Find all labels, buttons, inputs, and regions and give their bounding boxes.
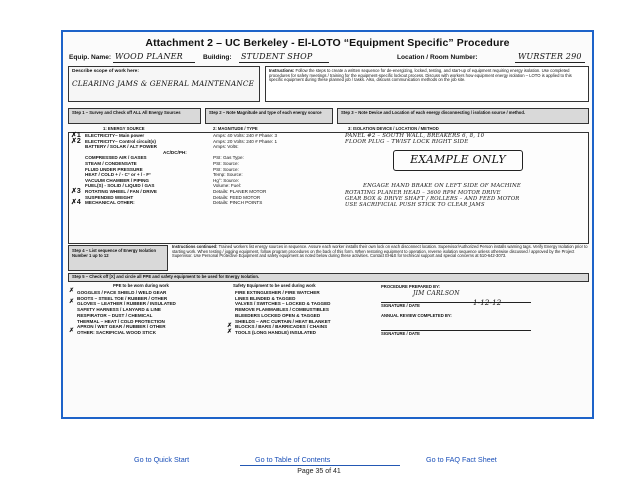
energy-source-item: ELECTRICITY– Control circuit(s): [85, 138, 156, 144]
faq-fact-sheet-link[interactable]: Go to FAQ Fact Sheet: [426, 455, 497, 464]
step1-text: Step 1 – Survey and Check off ALL All Energy Sources: [72, 110, 181, 115]
isolation-note: ROTATING PLANER HEAD – 3600 RPM MOTOR DRIVE: [345, 190, 501, 196]
energy-source-list: [85, 133, 187, 206]
prepared-label: PROCEDURE PREPARED BY:: [381, 284, 440, 289]
ppe-item: BOOTS – STEEL TOE / RUBBER / OTHER: [77, 295, 168, 301]
col3-header: 3: ISOLATION DEVICE / LOCATION / METHOD: [348, 126, 439, 131]
magnitude-item: Amps: 40 Volts: 240 # Phase: 3: [213, 133, 278, 138]
page-number: Page 35 of 41: [297, 468, 341, 475]
isolation-note: ENGAGE HAND BRAKE ON LEFT SIDE OF MACHINE: [363, 183, 522, 189]
quick-start-link[interactable]: Go to Quick Start: [134, 455, 190, 464]
magnitude-item: PSI: Source:: [213, 166, 239, 172]
magnitude-item: PSI: Source:: [213, 160, 239, 166]
step3-text: Step 3 – Note Device and Location of each energy disconnecting / isolation source / method.: [341, 110, 526, 115]
step2-box: [205, 108, 333, 124]
magnitude-item: Amps: 20 Volts: 240 # Phase: 1: [213, 138, 278, 144]
ppe-item: APRON / WET GEAR / RUBBER / OTHER: [77, 324, 166, 330]
ppe-header: PPE to be worn during work: [113, 283, 169, 288]
example-only-text: EXAMPLE ONLY: [410, 153, 506, 166]
form-title: Attachment 2 – UC Berkeley - El-LOTO “Equipment Specific” Procedure: [145, 37, 510, 49]
ppe-checks: [69, 289, 74, 335]
prepared-value: JIM CARLSON: [413, 290, 460, 297]
safety-header: Safety Equipment to be used during work: [233, 283, 316, 288]
checked-mark: ✗: [69, 299, 75, 306]
loto-procedure-form: [61, 30, 594, 419]
ppe-item: OTHER: SACRIFICIAL WOOD STICK: [77, 329, 157, 335]
signature-label-2: SIGNATURE / DATE: [381, 331, 420, 336]
ppe-list: [77, 290, 176, 336]
ppe-item: RESPIRATOR – DUST / CHEMICAL: [77, 312, 153, 318]
checked-mark: ✗: [227, 323, 233, 329]
safety-list: [235, 290, 331, 336]
isolation-note-group-top: [345, 133, 484, 145]
isolation-note: GEAR BOX & DRIVE SHAFT / ROLLERS – AND FEED MOTOR: [345, 196, 520, 202]
instructions-continued-title: Instructions continued:: [172, 244, 218, 249]
magnitude-item: Amps: Volts:: [213, 144, 239, 150]
ppe-item: THERMAL – HEAT / COLD PROTECTION: [77, 318, 165, 324]
step1-box: [68, 108, 201, 124]
table-of-contents-link[interactable]: Go to Table of Contents: [255, 455, 331, 464]
step2-text: Step 2 – Note Magnitude and type of each energy source: [209, 110, 322, 115]
describe-value: CLEARING JAMS & GENERAL MAINTENANCE: [72, 79, 255, 88]
instructions-continued: [172, 245, 589, 259]
col1-header: 1: ENERGY SOURCE: [103, 126, 145, 131]
footer-divider: [240, 465, 400, 466]
checkbox-column: [71, 133, 81, 144]
ppe-item: GOGGLES / FACE SHIELD / WELD GEAR: [77, 290, 167, 295]
magnitude-item: Temp: Source:: [213, 172, 243, 178]
building-underline: [239, 62, 329, 63]
instructions-title: Instructions:: [269, 68, 295, 73]
step3-box: [337, 108, 589, 124]
building-value: STUDENT SHOP: [241, 52, 313, 61]
safety-item: LINES BLINDED & TAGGED: [235, 295, 296, 301]
building-label: Building:: [203, 54, 232, 61]
isolation-note-group-bottom: [345, 190, 519, 208]
energy-source-item: VACUUM CHAMBER / PIPING: [85, 177, 149, 183]
signature-label: SIGNATURE / DATE: [381, 303, 420, 308]
checked-mark: ✗: [69, 288, 75, 294]
location-value: WURSTER 290: [518, 52, 582, 61]
equip-underline: [113, 62, 195, 63]
step5-text: Step 5 – Check off [X] and circle all PPE and safety equipment to be used for Energy Isolation.: [72, 274, 260, 279]
checked-mark: ✗4: [71, 199, 81, 207]
magnitude-item: Details: FEED MOTOR: [213, 194, 261, 200]
ppe-item: SAFETY HARNESS / LANYARD & LINE: [77, 307, 161, 313]
safety-item: BLEEDERS LOCKED OPEN & TAGGED: [235, 312, 321, 318]
safety-checks: [227, 324, 232, 335]
checked-mark: ✗2: [71, 137, 81, 145]
magnitude-item: PSI: Gas Type:: [213, 155, 244, 161]
energy-source-item: AC/DC/PH:: [163, 149, 187, 155]
energy-source-item: BATTERY / SOLAR / ALT POWER: [85, 144, 157, 150]
checked-mark: ✗1: [71, 132, 81, 139]
instructions-text: Follow the steps to create a written sequence for de-energizing, locked, testing, and start-up of equipment requiring energy isolation. Use completed procedures for safety meetings / training for the equipment-specific lockout process. Discuss with workers how equipment energy isolation – LOTO is applied to this specific equipment during these planned job / tasks. Also, discuss communication methods on the job site.: [269, 68, 572, 83]
magnitude-item: Details: PLANER MOTOR: [213, 188, 267, 194]
checked-mark: ✗: [69, 327, 75, 334]
checked-mark: ✗3: [71, 188, 81, 195]
safety-item: BLOCKS / BARS / BARRICADES / CHAINS: [235, 324, 328, 330]
instructions-box: [265, 66, 589, 102]
magnitude-list: [213, 133, 277, 206]
step4-box: [68, 245, 168, 271]
isolation-note: USE SACRIFICIAL PUSH STICK TO CLEAR JAMS: [345, 202, 485, 208]
instructions-continued-text: Trained workers list energy sources in sequence. Assure each worker installs their own lock on each disconnect location. Supervisor/Authorized Person installs warning tags. Verify Energy Isolation prior to starting work. When testing / jogging equipment, follow program procedures on the back of this form. When restoring equipment to operation, reverse isolation sequence unless otherwise discussed / approved by the Project Supervisor. Use Personal Protective Equipment and safety equipment as noted below during these activities. Contact EH&S for technical support and special concerns at 510-642-3073.: [172, 244, 588, 259]
energy-source-item: HEAT / COLD + / - C° or + / - F°: [85, 172, 151, 178]
step5-box: [68, 273, 589, 282]
checkbox-column-lower: [71, 189, 81, 206]
ppe-item: GLOVES – LEATHER / RUBBER / INSULATED: [77, 301, 176, 307]
magnitude-item: Details: PINCH POINTS: [213, 200, 263, 206]
checked-mark: ✗: [227, 328, 233, 335]
signature-date-value: 1-12-12: [473, 299, 502, 307]
describe-label: Describe scope of work here:: [72, 69, 139, 74]
isolation-note: PANEL #2 – SOUTH WALL, BREAKERS 6, 8, 10: [345, 133, 485, 139]
safety-item: SHIELDS – ARC CURTAIN / HEAT BLANKET: [235, 318, 331, 324]
energy-source-item: FUEL(S) - SOLID / LIQUID / GAS: [85, 183, 155, 189]
energy-source-item: COMPRESSED AIR / GASES: [85, 155, 147, 161]
safety-item: TOOLS (LONG HANDLE) INSULATED: [235, 329, 316, 335]
energy-source-item: FLUID UNDER PRESSURE: [85, 166, 143, 172]
safety-item: FIRE EXTINGUISHER / FIRE WATCHER: [235, 290, 320, 295]
describe-box: [68, 66, 260, 102]
magnitude-item: Volume: Fuel:: [213, 183, 242, 189]
safety-item: REMOVE FLAMMABLES / COMBUSTIBLES: [235, 307, 329, 313]
review-label: ANNUAL REVIEW COMPLETED BY:: [381, 313, 452, 318]
equip-label: Equip. Name:: [69, 54, 112, 61]
location-label: Location / Room Number:: [397, 54, 478, 61]
example-only-stamp: [393, 150, 523, 171]
location-underline: [515, 62, 585, 63]
isolation-note: FLOOR PLUG – TWIST LOCK RIGHT SIDE: [345, 139, 469, 145]
energy-source-item: SUSPENDED WEIGHT: [85, 194, 134, 200]
equip-value: WOOD PLANER: [115, 52, 183, 61]
magnitude-item: Hg°: Source:: [213, 177, 240, 183]
col2-header: 2: MAGNITUDE / TYPE: [213, 126, 258, 131]
energy-source-item: STEAM / CONDENSATE: [85, 160, 137, 166]
energy-source-item: ELECTRICITY– Main power: [85, 133, 145, 138]
energy-source-item: ROTATING WHEEL / FAN / DRIVE: [85, 188, 157, 194]
step4-text: Step 4 – List sequence of Energy Isolation Number 1 up to 12: [72, 248, 157, 258]
safety-item: VALVES / SWITCHES – LOCKED & TAGGED: [235, 301, 331, 307]
energy-source-item: MECHANICAL OTHER:: [85, 200, 135, 206]
